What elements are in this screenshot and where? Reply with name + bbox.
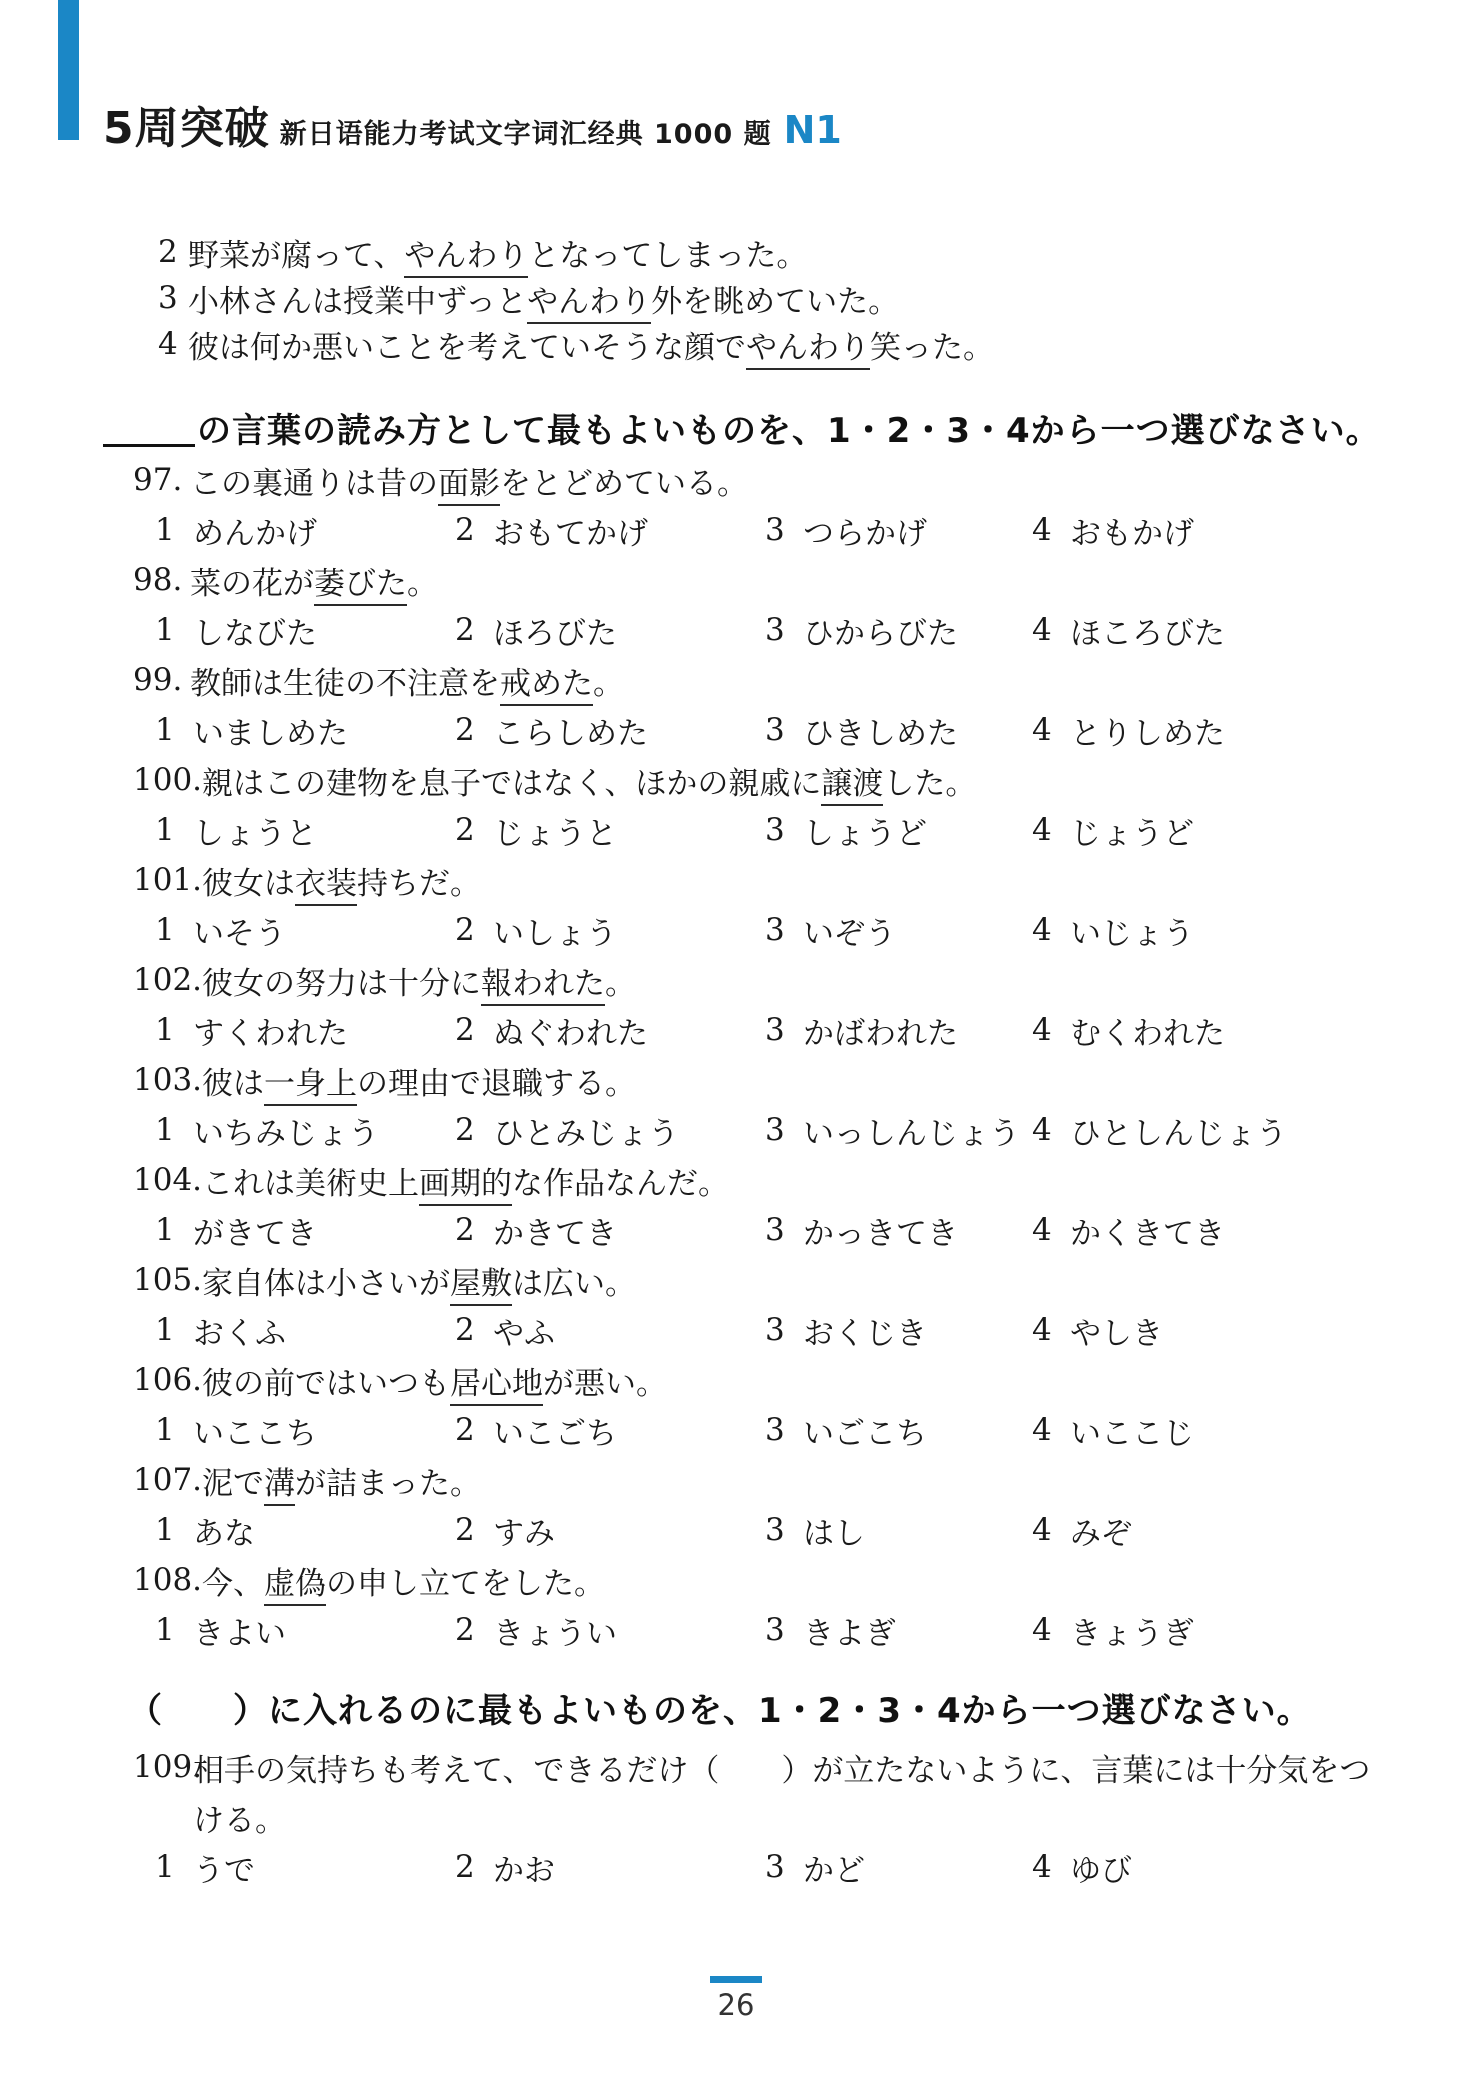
option-text: きょうい <box>493 1615 617 1652</box>
answer-option <box>765 1305 927 1355</box>
option-text: いちみじょう <box>193 1115 379 1152</box>
stem-text: 教師は生徒の不注意を <box>190 665 500 702</box>
answer-option <box>455 505 648 555</box>
option-text: ゆび <box>1070 1852 1132 1889</box>
underlined-word: 屋敷 <box>450 1266 512 1306</box>
option-text: いっしんじょう <box>803 1115 1020 1152</box>
answer-option <box>765 1005 958 1055</box>
question-stem-text <box>190 658 624 703</box>
option-number: 2 <box>455 1112 475 1148</box>
stem-text: 持ちだ。 <box>357 865 482 902</box>
stem-text: 彼は何か悪いことを考えていそうな顔で <box>188 329 746 366</box>
answer-option <box>155 505 317 555</box>
option-number: 4 <box>1032 1612 1052 1648</box>
question-number: 105. <box>133 1262 203 1298</box>
option-number: 1 <box>155 912 175 948</box>
question-number: 98. <box>133 562 183 598</box>
answer-option <box>1032 905 1194 955</box>
underlined-word: 画期的 <box>419 1166 512 1206</box>
option-text: とりしめた <box>1070 715 1225 752</box>
option-number: 3 <box>765 712 785 748</box>
answer-option <box>455 1605 617 1655</box>
page-header <box>103 92 842 156</box>
option-number: 1 <box>155 712 175 748</box>
option-number: 2 <box>455 912 475 948</box>
question-stem-text: 相手の気持ちも考えて、できるだけ（ ）が立たないように、言葉には十分気をつ <box>193 1752 1371 1789</box>
section1-instruction-text: の言葉の読み方として最もよいものを、1・2・3・4から一つ選びなさい。 <box>197 410 1381 451</box>
option-number: 1 <box>155 612 175 648</box>
option-number: 3 <box>765 1512 785 1548</box>
question-stem-text <box>190 458 748 503</box>
header-accent-bar <box>58 0 79 140</box>
option-text: いここち <box>193 1415 317 1452</box>
underlined-word: 一身上 <box>264 1066 357 1106</box>
underlined-word: 譲渡 <box>821 766 883 806</box>
option-text: うで <box>193 1852 255 1889</box>
answer-option <box>765 1505 865 1555</box>
option-number: 4 <box>1032 912 1052 948</box>
question-number: 102. <box>133 962 203 998</box>
question-stem <box>130 455 1360 505</box>
answer-option <box>765 1405 927 1455</box>
option-number: 2 <box>455 1612 475 1648</box>
underlined-word: 虚偽 <box>264 1566 326 1606</box>
option-text: ひきしめた <box>803 715 958 752</box>
answer-option <box>455 905 617 955</box>
option-text: かくきてき <box>1070 1215 1225 1252</box>
option-number: 4 <box>1032 1512 1052 1548</box>
option-text: むくわれた <box>1070 1015 1225 1052</box>
option-text: いじょう <box>1070 915 1194 952</box>
option-number: 1 <box>155 1612 175 1648</box>
option-number: 1 <box>155 812 175 848</box>
option-number: 4 <box>1032 1112 1052 1148</box>
question-stem-text <box>202 1158 729 1203</box>
stem-text: 親はこの建物を息子ではなく、ほかの親戚に <box>202 765 822 802</box>
question-list <box>130 455 1360 1655</box>
stem-text: 野菜が腐って、 <box>188 237 405 274</box>
answer-option <box>455 1405 617 1455</box>
question-stem-text <box>202 958 636 1003</box>
option-number: 3 <box>765 1212 785 1248</box>
option-number: 1 <box>155 1849 175 1885</box>
option-number: 4 <box>1032 1412 1052 1448</box>
answer-option <box>765 1205 958 1255</box>
option-text: かばわれた <box>803 1015 958 1052</box>
stem-text: 家自体は小さいが <box>202 1265 451 1302</box>
question-number: 106. <box>133 1362 203 1398</box>
option-text: しょうど <box>803 815 927 852</box>
option-text: かっきてき <box>803 1215 958 1252</box>
stem-text: な作品なんだ。 <box>512 1165 730 1202</box>
answer-options-row <box>130 1605 1360 1655</box>
underlined-word: やんわり <box>404 238 528 278</box>
option-text: みぞ <box>1070 1515 1132 1552</box>
question-stem <box>130 1255 1360 1305</box>
stem-text: の申し立てをした。 <box>326 1565 606 1602</box>
question-number: 97. <box>133 462 183 498</box>
option-number: 2 <box>455 1512 475 1548</box>
option-text: すくわれた <box>193 1015 348 1052</box>
answer-option <box>1032 1842 1132 1892</box>
answer-option <box>155 805 317 855</box>
question-stem-text <box>202 1358 667 1403</box>
answer-option <box>155 1605 286 1655</box>
option-text: ひとみじょう <box>493 1115 679 1152</box>
answer-option <box>155 605 317 655</box>
answer-option <box>765 705 958 755</box>
question-stem <box>130 855 1360 905</box>
question-number: 101. <box>133 862 203 898</box>
option-text: おもてかげ <box>493 515 648 552</box>
answer-option <box>1032 805 1194 855</box>
stem-text: 外を眺めていた。 <box>651 283 900 320</box>
option-text: ひからびた <box>803 615 958 652</box>
stem-text: 彼女は <box>202 865 296 902</box>
section2-instruction-text: （ ）に入れるのに最もよいものを、1・2・3・4から一つ選びなさい。 <box>128 1690 1312 1731</box>
stem-text: 菜の花が <box>190 565 314 602</box>
underlined-word: 衣装 <box>295 866 357 906</box>
option-number: 3 <box>765 1849 785 1885</box>
option-number: 2 <box>455 712 475 748</box>
question-stem-text <box>202 858 481 903</box>
stem-text: 彼女の努力は十分に <box>202 965 482 1002</box>
answer-options-row <box>130 805 1360 855</box>
carryover-item-text <box>188 230 807 275</box>
stem-text: が悪い。 <box>543 1365 668 1402</box>
option-number: 4 <box>1032 1312 1052 1348</box>
question-stem <box>130 1155 1360 1205</box>
question-number: 103. <box>133 1062 203 1098</box>
option-text: いそう <box>193 915 286 952</box>
underlined-word: やんわり <box>527 284 651 324</box>
question-number: 100. <box>133 762 203 798</box>
underlined-word: 萎びた <box>314 566 407 606</box>
answer-option <box>155 1205 317 1255</box>
answer-option <box>155 1405 317 1455</box>
question-stem <box>130 1455 1360 1505</box>
option-text: つらかげ <box>803 515 927 552</box>
option-text: いましめた <box>193 715 348 752</box>
answer-options-row <box>130 1105 1360 1155</box>
stem-text: 泥で <box>202 1465 265 1502</box>
option-number: 3 <box>765 612 785 648</box>
answer-options-row <box>130 1205 1360 1255</box>
answer-option <box>765 1605 896 1655</box>
option-number: 2 <box>455 1212 475 1248</box>
carryover-item <box>130 321 1360 367</box>
stem-text: 。 <box>593 665 624 702</box>
option-text: じょうど <box>1070 815 1194 852</box>
stem-text: した。 <box>883 765 977 802</box>
option-text: しなびた <box>193 615 317 652</box>
question-stem-text <box>202 1558 605 1603</box>
option-number: 4 <box>1032 812 1052 848</box>
answer-option <box>1032 1105 1287 1155</box>
question-stem <box>130 555 1360 605</box>
answer-option <box>455 1205 617 1255</box>
question-stem <box>130 1055 1360 1105</box>
option-text: きょうぎ <box>1070 1615 1194 1652</box>
option-number: 3 <box>765 912 785 948</box>
option-text: がきてき <box>193 1215 317 1252</box>
stem-text: は広い。 <box>512 1265 637 1302</box>
carryover-item-number: 2 <box>158 234 178 270</box>
answer-option <box>1032 1505 1132 1555</box>
answer-option <box>455 1105 679 1155</box>
stem-text: 今、 <box>202 1565 265 1602</box>
underlined-word: 面影 <box>438 466 500 506</box>
blank-underline <box>103 408 195 447</box>
question-number: 107. <box>133 1462 203 1498</box>
option-text: いここじ <box>1070 1415 1194 1452</box>
option-number: 3 <box>765 512 785 548</box>
option-number: 4 <box>1032 1849 1052 1885</box>
answer-option <box>765 505 927 555</box>
option-text: すみ <box>493 1515 555 1552</box>
option-number: 2 <box>455 1412 475 1448</box>
option-text: ぬぐわれた <box>493 1015 648 1052</box>
answer-option <box>155 705 348 755</box>
option-number: 1 <box>155 1312 175 1348</box>
question-stem <box>130 1555 1360 1605</box>
carryover-item <box>130 229 1360 275</box>
option-text: きよぎ <box>803 1615 896 1652</box>
option-number: 1 <box>155 1412 175 1448</box>
answer-options-row <box>130 1505 1360 1555</box>
carryover-item-text <box>188 322 994 367</box>
answer-option <box>1032 1005 1225 1055</box>
option-text: かど <box>803 1852 865 1889</box>
option-text: しょうと <box>193 815 317 852</box>
underlined-word: 報われた <box>481 966 605 1006</box>
option-text: いぞう <box>803 915 896 952</box>
option-number: 4 <box>1032 1212 1052 1248</box>
answer-option <box>155 1842 255 1892</box>
option-text: めんかげ <box>193 515 317 552</box>
answer-option <box>1032 605 1225 655</box>
question-stem-continuation <box>130 1792 1360 1842</box>
answer-option <box>455 705 648 755</box>
option-text: こらしめた <box>493 715 648 752</box>
option-text: あな <box>193 1515 255 1552</box>
answer-options-row <box>130 1305 1360 1355</box>
series-title: 5周突破 <box>103 103 270 154</box>
option-number: 3 <box>765 1612 785 1648</box>
option-text: はし <box>803 1515 865 1552</box>
question-number: 109. <box>133 1749 203 1785</box>
stem-text: の理由で退職する。 <box>357 1065 637 1102</box>
answer-option <box>455 1305 555 1355</box>
option-number: 1 <box>155 1112 175 1148</box>
answer-option <box>1032 505 1194 555</box>
question-stem <box>130 655 1360 705</box>
stem-text: となってしまった。 <box>528 237 808 274</box>
option-number: 3 <box>765 812 785 848</box>
carryover-item-number: 4 <box>158 326 178 362</box>
option-text: ひとしんじょう <box>1070 1115 1287 1152</box>
carryover-item <box>130 275 1360 321</box>
option-text: おくふ <box>193 1315 286 1352</box>
option-number: 1 <box>155 1512 175 1548</box>
stem-text: をとどめている。 <box>500 465 748 502</box>
question-stem-text: ける。 <box>193 1802 286 1839</box>
carryover-item-text <box>188 276 899 321</box>
question-stem <box>130 1742 1371 1792</box>
stem-text: 小林さんは授業中ずっと <box>188 283 528 320</box>
option-number: 2 <box>455 512 475 548</box>
question-stem-text <box>202 1058 636 1103</box>
answer-option <box>765 1842 865 1892</box>
answer-option <box>455 805 617 855</box>
option-number: 4 <box>1032 1012 1052 1048</box>
answer-option <box>1032 1605 1194 1655</box>
answer-options-row <box>130 1842 1360 1892</box>
question-stem-text <box>202 1458 481 1503</box>
carryover-options-list <box>130 229 1360 367</box>
option-text: かきてき <box>493 1215 617 1252</box>
answer-option <box>155 1305 286 1355</box>
option-number: 2 <box>455 1849 475 1885</box>
option-number: 1 <box>155 1012 175 1048</box>
answer-option <box>455 605 617 655</box>
option-number: 3 <box>765 1112 785 1148</box>
option-text: きよい <box>193 1615 286 1652</box>
answer-options-row <box>130 1005 1360 1055</box>
answer-option <box>1032 705 1225 755</box>
answer-option <box>455 1505 555 1555</box>
question-stem-text <box>202 1258 636 1303</box>
question-stem-text <box>202 758 976 803</box>
stem-text: この裏通りは昔の <box>190 465 438 502</box>
answer-option <box>765 905 896 955</box>
stem-text: 。 <box>407 565 438 602</box>
answer-option <box>155 1105 379 1155</box>
option-text: かお <box>493 1852 555 1889</box>
stem-text: 彼の前ではいつも <box>202 1365 451 1402</box>
answer-options-row <box>130 705 1360 755</box>
underlined-word: 居心地 <box>450 1366 543 1406</box>
underlined-word: やんわり <box>746 330 870 370</box>
carryover-item-number: 3 <box>158 280 178 316</box>
section2-instruction <box>128 1682 1312 1732</box>
answer-option <box>455 1005 648 1055</box>
option-number: 1 <box>155 512 175 548</box>
answer-option <box>455 1842 555 1892</box>
question-stem-text <box>190 558 438 603</box>
question-stem <box>130 955 1360 1005</box>
answer-option <box>765 1105 1020 1155</box>
option-text: やふ <box>493 1315 555 1352</box>
option-text: おくじき <box>803 1315 927 1352</box>
option-number: 2 <box>455 812 475 848</box>
stem-text: が詰まった。 <box>295 1465 482 1502</box>
stem-text: 。 <box>605 965 637 1002</box>
option-number: 3 <box>765 1312 785 1348</box>
answer-option <box>765 605 958 655</box>
footer-accent-bar <box>710 1976 762 1983</box>
option-number: 2 <box>455 1312 475 1348</box>
answer-options-row <box>130 905 1360 955</box>
underlined-word: 戒めた <box>500 666 593 706</box>
answer-option <box>1032 1405 1194 1455</box>
question-number: 108. <box>133 1562 203 1598</box>
answer-option <box>1032 1305 1163 1355</box>
answer-options-row <box>130 1405 1360 1455</box>
option-number: 3 <box>765 1012 785 1048</box>
underlined-word: 溝 <box>264 1466 295 1506</box>
option-number: 4 <box>1032 512 1052 548</box>
question-109-block <box>130 1742 1371 1892</box>
option-number: 4 <box>1032 712 1052 748</box>
question-stem <box>130 755 1360 805</box>
option-text: じょうと <box>493 815 617 852</box>
option-number: 2 <box>455 1012 475 1048</box>
option-number: 4 <box>1032 612 1052 648</box>
answer-option <box>765 805 927 855</box>
answer-options-row <box>130 505 1360 555</box>
question-number: 104. <box>133 1162 203 1198</box>
question-stem <box>130 1355 1360 1405</box>
question-number: 99. <box>133 662 183 698</box>
option-number: 3 <box>765 1412 785 1448</box>
option-text: やしき <box>1070 1315 1163 1352</box>
answer-option <box>155 1005 348 1055</box>
option-text: ほろびた <box>493 615 617 652</box>
page-number: 26 <box>717 1988 755 2022</box>
option-text: おもかげ <box>1070 515 1194 552</box>
option-text: ほころびた <box>1070 615 1225 652</box>
book-subtitle: 新日语能力考试文字词汇经典 1000 题 <box>279 119 772 150</box>
stem-text: 笑った。 <box>870 329 994 366</box>
answer-option <box>1032 1205 1225 1255</box>
stem-text: 彼は <box>202 1065 265 1102</box>
option-text: いこごち <box>493 1415 617 1452</box>
option-number: 1 <box>155 1212 175 1248</box>
level-badge: N1 <box>783 108 842 152</box>
option-text: いしょう <box>493 915 617 952</box>
answer-options-row <box>130 605 1360 655</box>
option-number: 2 <box>455 612 475 648</box>
answer-option <box>155 1505 255 1555</box>
stem-text: これは美術史上 <box>202 1165 420 1202</box>
option-text: いごこち <box>803 1415 927 1452</box>
section1-instruction <box>103 402 1381 452</box>
answer-option <box>155 905 286 955</box>
